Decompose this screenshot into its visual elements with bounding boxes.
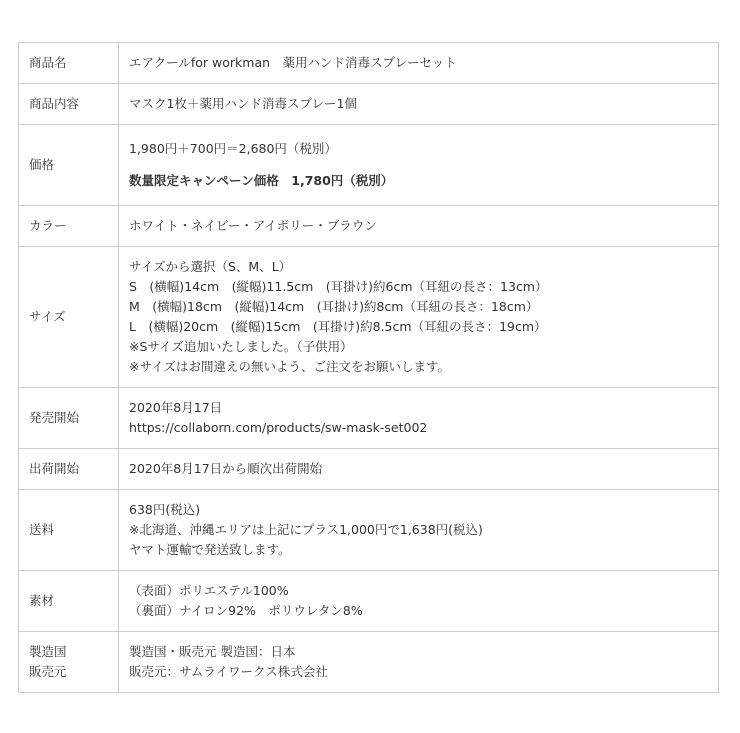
row-product-name <box>19 43 719 84</box>
row-shipping-fee <box>19 490 719 571</box>
row-release-date <box>19 388 719 449</box>
label-text: サイズ <box>29 309 66 324</box>
value-line: L (横幅)20cm (縦幅)15cm (耳掛け)約8.5cm（耳紐の長さ：19cm） <box>129 319 547 334</box>
label-text: 商品名 <box>29 55 67 70</box>
value-line: S (横幅)14cm (縦幅)11.5cm (耳掛け)約6cm（耳紐の長さ：13cm） <box>129 279 548 294</box>
row-value <box>119 247 719 388</box>
product-url: https://collaborn.com/products/sw-mask-set002 <box>129 420 428 435</box>
row-label <box>19 632 119 693</box>
row-product-contents <box>19 84 719 125</box>
row-value <box>119 125 719 206</box>
row-size <box>19 247 719 388</box>
value-line: 2020年8月17日から順次出荷開始 <box>129 461 323 476</box>
value-line: サイズから選択（S、M、L） <box>129 259 292 274</box>
value-line: 販売元：サムライワークス株式会社 <box>129 664 328 679</box>
label-text: 製造国 <box>29 644 67 659</box>
row-material <box>19 571 719 632</box>
row-label <box>19 206 119 247</box>
label-text: 素材 <box>29 593 55 608</box>
value-line: ※北海道、沖縄エリアは上記にプラス1,000円で1,638円(税込) <box>129 522 483 537</box>
row-value <box>119 388 719 449</box>
row-label <box>19 84 119 125</box>
label-text: 出荷開始 <box>29 461 80 476</box>
value-line: 製造国・販売元 製造国：日本 <box>129 644 296 659</box>
row-shipping-start <box>19 449 719 490</box>
label-text: 販売元 <box>29 664 67 679</box>
row-label <box>19 125 119 206</box>
row-color <box>19 206 719 247</box>
value-line: エアクールfor workman 薬用ハンド消毒スプレーセット <box>129 55 457 70</box>
label-text: 商品内容 <box>29 96 80 111</box>
label-text: 価格 <box>29 157 55 172</box>
row-price <box>19 125 719 206</box>
label-text: 送料 <box>29 522 55 537</box>
value-line: マスク1枚＋薬用ハンド消毒スプレー1個 <box>129 96 357 111</box>
row-value <box>119 490 719 571</box>
value-line: ※Sサイズ追加いたしました。（子供用） <box>129 339 353 354</box>
row-label <box>19 571 119 632</box>
value-line: 2020年8月17日 <box>129 400 223 415</box>
row-label <box>19 490 119 571</box>
label-text: 発売開始 <box>29 410 80 425</box>
row-value <box>119 449 719 490</box>
row-label <box>19 388 119 449</box>
row-label <box>19 449 119 490</box>
value-line: （裏面）ナイロン92% ポリウレタン8% <box>129 603 363 618</box>
row-value <box>119 84 719 125</box>
campaign-price: 数量限定キャンペーン価格 1,780円（税別） <box>129 173 394 188</box>
row-maker-seller <box>19 632 719 693</box>
value-line: 638円(税込) <box>129 502 201 517</box>
value-line: ※サイズはお間違えの無いよう、ご注文をお願いします。 <box>129 359 450 374</box>
row-label <box>19 43 119 84</box>
label-text: カラー <box>29 218 67 233</box>
value-line: （表面）ポリエステル100% <box>129 583 289 598</box>
value-line: M (横幅)18cm (縦幅)14cm (耳掛け)約8cm（耳紐の長さ：18cm） <box>129 299 539 314</box>
product-spec-table <box>18 42 719 693</box>
value-line: ヤマト運輸で発送致します。 <box>129 542 291 557</box>
row-value <box>119 206 719 247</box>
row-value <box>119 632 719 693</box>
row-label <box>19 247 119 388</box>
regular-price: 1,980円＋700円＝2,680円（税別） <box>129 141 337 156</box>
row-value <box>119 571 719 632</box>
value-line: ホワイト・ネイビー・アイボリー・ブラウン <box>129 218 377 233</box>
row-value <box>119 43 719 84</box>
